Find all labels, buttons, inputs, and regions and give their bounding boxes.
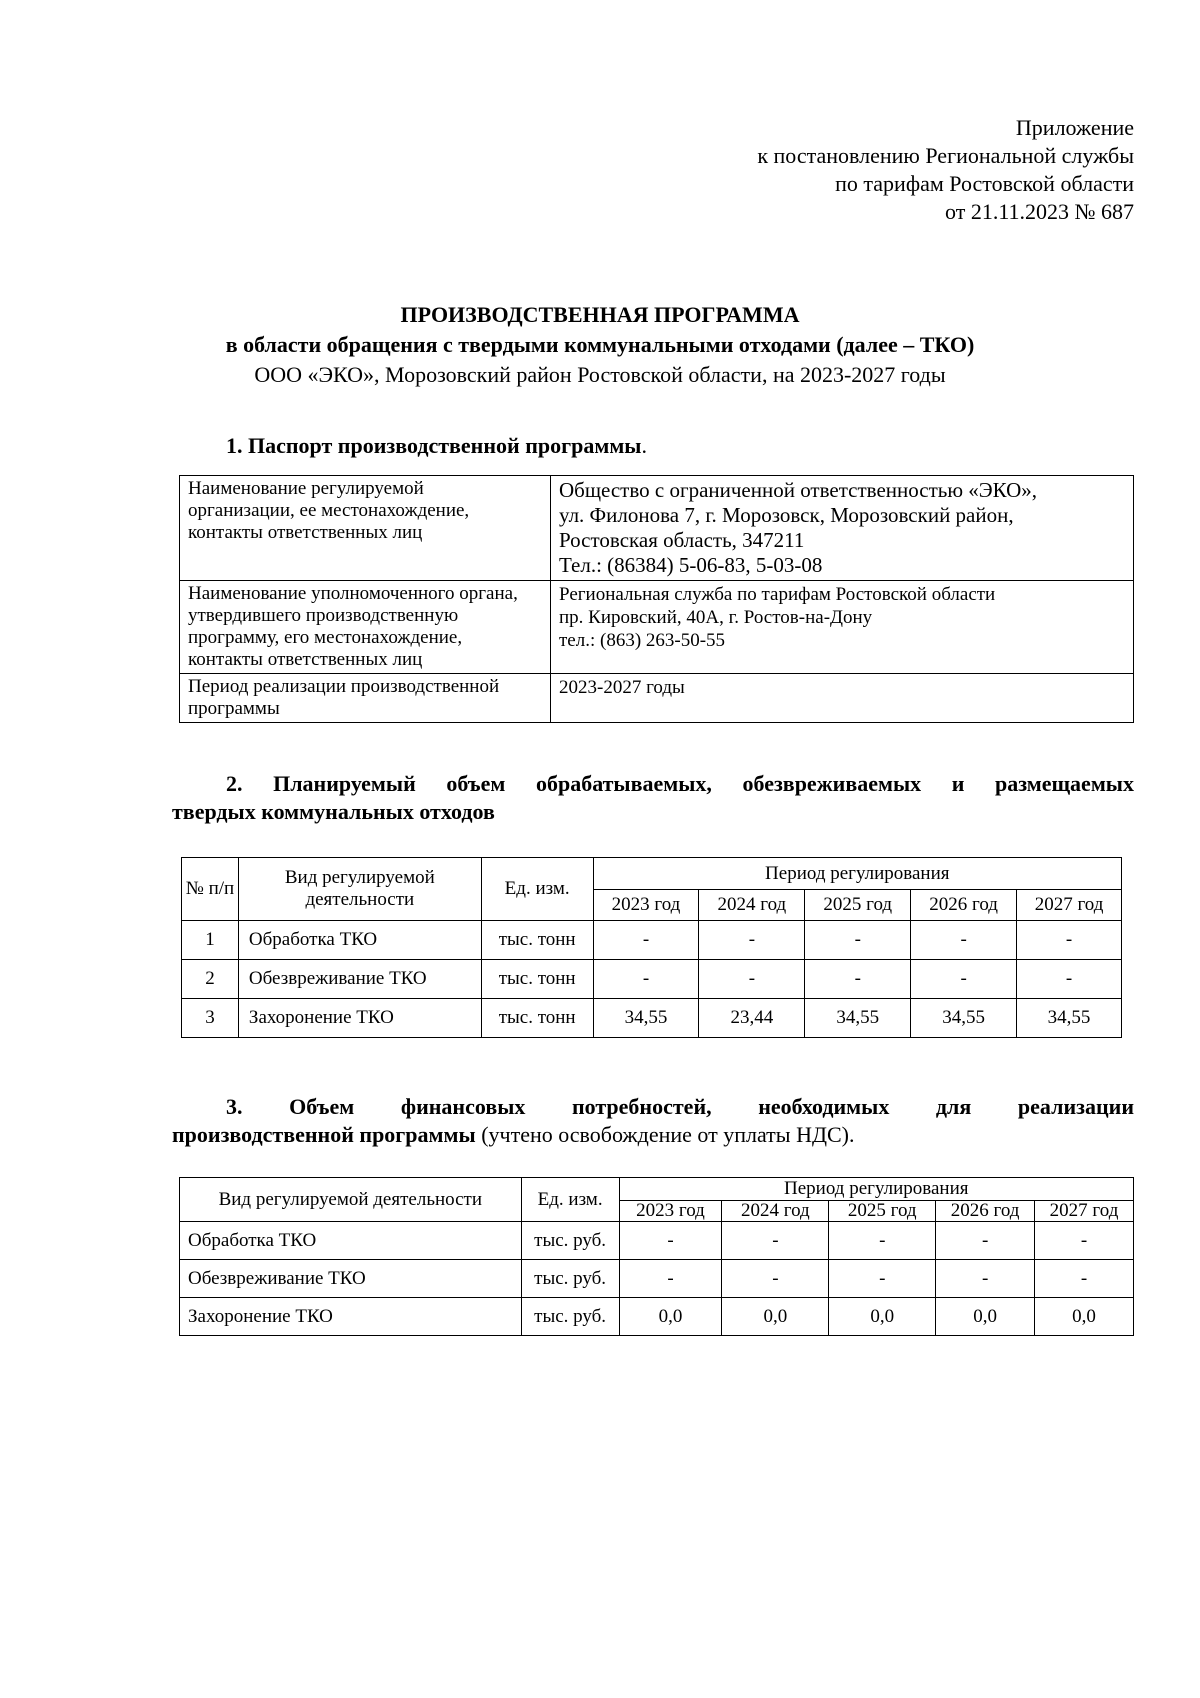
- column-header-activity: Вид регулируемой деятельности: [238, 858, 481, 921]
- appendix-block: [757, 114, 1134, 226]
- section-3-heading-note: (учтено освобождение от уплаты НДС).: [475, 1122, 855, 1147]
- cell-value: -: [619, 1222, 722, 1260]
- column-header-year: 2025 год: [805, 890, 911, 921]
- cell-number: 3: [182, 999, 239, 1038]
- cell-value: -: [936, 1222, 1035, 1260]
- cell-value: -: [1017, 921, 1122, 960]
- cell-value: -: [722, 1260, 829, 1298]
- cell-activity: Захоронение ТКО: [238, 999, 481, 1038]
- cell-value: -: [829, 1222, 936, 1260]
- cell-value: -: [911, 921, 1017, 960]
- column-header-year: 2027 год: [1017, 890, 1122, 921]
- cell-activity: Обезвреживание ТКО: [238, 960, 481, 999]
- cell-value: -: [593, 960, 699, 999]
- passport-label: [180, 581, 551, 674]
- passport-label-line: контакты ответственных лиц: [188, 522, 423, 543]
- passport-value-line: Тел.: (86384) 5-06-83, 5-03-08: [559, 553, 823, 577]
- document-title: [0, 300, 1200, 390]
- cell-activity: Захоронение ТКО: [180, 1298, 522, 1336]
- cell-value: -: [593, 921, 699, 960]
- cell-value: 0,0: [1035, 1298, 1134, 1336]
- cell-value: -: [699, 960, 805, 999]
- section-3-heading-line-2: [172, 1121, 1134, 1149]
- cell-unit: тыс. руб.: [521, 1222, 619, 1260]
- cell-value: 0,0: [722, 1298, 829, 1336]
- passport-label-line: Наименование регулируемой: [188, 478, 424, 499]
- cell-unit: тыс. тонн: [481, 960, 593, 999]
- appendix-line-2: к постановлению Региональной службы: [757, 143, 1134, 168]
- title-main: ПРОИЗВОДСТВЕННАЯ ПРОГРАММА: [400, 302, 800, 327]
- passport-value: [551, 674, 1134, 723]
- passport-label-line: контакты ответственных лиц: [188, 649, 423, 670]
- cell-value: -: [936, 1260, 1035, 1298]
- section-3-heading-line-1: 3. Объем финансовых потребностей, необходимых для реализации: [226, 1094, 1134, 1119]
- section-2-heading-line-2: твердых коммунальных отходов: [172, 799, 495, 824]
- cell-number: 2: [182, 960, 239, 999]
- appendix-line-1: Приложение: [1015, 115, 1134, 140]
- passport-label: [180, 476, 551, 581]
- section-3-heading: [172, 1093, 1134, 1149]
- cell-unit: тыс. тонн: [481, 921, 593, 960]
- column-header-year: 2024 год: [699, 890, 805, 921]
- section-2-heading: [172, 770, 1134, 826]
- table-row: [180, 1222, 1134, 1260]
- cell-value: 34,55: [805, 999, 911, 1038]
- cell-value: -: [805, 921, 911, 960]
- column-header-year: 2026 год: [911, 890, 1017, 921]
- section-2-heading-line-1: 2. Планируемый объем обрабатываемых, обезвреживаемых и размещаемых: [226, 771, 1134, 796]
- cell-value: -: [1035, 1260, 1134, 1298]
- section-1-heading-dot: .: [641, 433, 647, 458]
- cell-activity: Обезвреживание ТКО: [180, 1260, 522, 1298]
- passport-row-authority: [180, 581, 1134, 674]
- passport-label-line: программы: [188, 698, 280, 719]
- section-1-heading-text: 1. Паспорт производственной программы: [226, 433, 642, 458]
- finance-table-header-row: [180, 1178, 1134, 1201]
- passport-value-line: пр. Кировский, 40А, г. Ростов-на-Дону: [559, 607, 873, 628]
- passport-value-line: Региональная служба по тарифам Ростовской области: [559, 584, 996, 605]
- cell-value: -: [722, 1222, 829, 1260]
- volume-table-header-row: [182, 858, 1122, 890]
- cell-value: -: [619, 1260, 722, 1298]
- cell-value: 0,0: [936, 1298, 1035, 1336]
- column-header-unit: Ед. изм.: [521, 1178, 619, 1222]
- passport-row-organization: [180, 476, 1134, 581]
- column-header-period: Период регулирования: [619, 1178, 1133, 1201]
- cell-value: -: [805, 960, 911, 999]
- cell-value: 0,0: [619, 1298, 722, 1336]
- appendix-line-3: по тарифам Ростовской области: [835, 171, 1134, 196]
- column-header-period: Период регулирования: [593, 858, 1121, 890]
- column-header-number: № п/п: [182, 858, 239, 921]
- cell-value: 34,55: [593, 999, 699, 1038]
- passport-label-line: Период реализации производственной: [188, 676, 500, 697]
- cell-value: -: [1035, 1222, 1134, 1260]
- column-header-year: 2023 год: [619, 1201, 722, 1222]
- column-header-year: 2024 год: [722, 1201, 829, 1222]
- passport-value-line: ул. Филонова 7, г. Морозовск, Морозовский район,: [559, 503, 1014, 527]
- passport-value: [551, 476, 1134, 581]
- table-row: [180, 1260, 1134, 1298]
- cell-value: -: [1017, 960, 1122, 999]
- column-header-year: 2023 год: [593, 890, 699, 921]
- column-header-year: 2026 год: [936, 1201, 1035, 1222]
- title-org: ООО «ЭКО», Морозовский район Ростовской области, на 2023-2027 годы: [254, 362, 946, 387]
- table-row: [180, 1298, 1134, 1336]
- cell-unit: тыс. руб.: [521, 1260, 619, 1298]
- column-header-activity: Вид регулируемой деятельности: [180, 1178, 522, 1222]
- passport-value: [551, 581, 1134, 674]
- title-sub: в области обращения с твердыми коммунальными отходами (далее – ТКО): [225, 332, 975, 357]
- section-3-heading-bold: производственной программы: [172, 1122, 476, 1147]
- column-header-unit: Ед. изм.: [481, 858, 593, 921]
- cell-activity: Обработка ТКО: [180, 1222, 522, 1260]
- passport-value-line: 2023-2027 годы: [559, 677, 685, 698]
- cell-value: -: [829, 1260, 936, 1298]
- passport-label-line: Наименование уполномоченного органа,: [188, 583, 518, 604]
- volume-table: [181, 857, 1122, 1038]
- passport-label-line: программу, его местонахождение,: [188, 627, 463, 648]
- cell-value: 23,44: [699, 999, 805, 1038]
- cell-activity: Обработка ТКО: [238, 921, 481, 960]
- appendix-line-4: от 21.11.2023 № 687: [945, 199, 1134, 224]
- cell-value: -: [699, 921, 805, 960]
- passport-value-line: тел.: (863) 263-50-55: [559, 630, 726, 651]
- cell-number: 1: [182, 921, 239, 960]
- cell-value: -: [911, 960, 1017, 999]
- passport-label: [180, 674, 551, 723]
- cell-value: 0,0: [829, 1298, 936, 1336]
- column-header-year: 2027 год: [1035, 1201, 1134, 1222]
- section-1-heading: [226, 432, 647, 460]
- passport-label-line: организации, ее местонахождение,: [188, 500, 470, 521]
- table-row: [182, 999, 1122, 1038]
- passport-value-line: Общество с ограниченной ответственностью «ЭКО»,: [559, 478, 1038, 502]
- finance-table: [179, 1177, 1134, 1336]
- cell-value: 34,55: [1017, 999, 1122, 1038]
- passport-row-period: [180, 674, 1134, 723]
- passport-table: [179, 475, 1134, 723]
- cell-value: 34,55: [911, 999, 1017, 1038]
- passport-value-line: Ростовская область, 347211: [559, 528, 805, 552]
- cell-unit: тыс. тонн: [481, 999, 593, 1038]
- table-row: [182, 960, 1122, 999]
- cell-unit: тыс. руб.: [521, 1298, 619, 1336]
- table-row: [182, 921, 1122, 960]
- column-header-year: 2025 год: [829, 1201, 936, 1222]
- passport-label-line: утвердившего производственную: [188, 605, 459, 626]
